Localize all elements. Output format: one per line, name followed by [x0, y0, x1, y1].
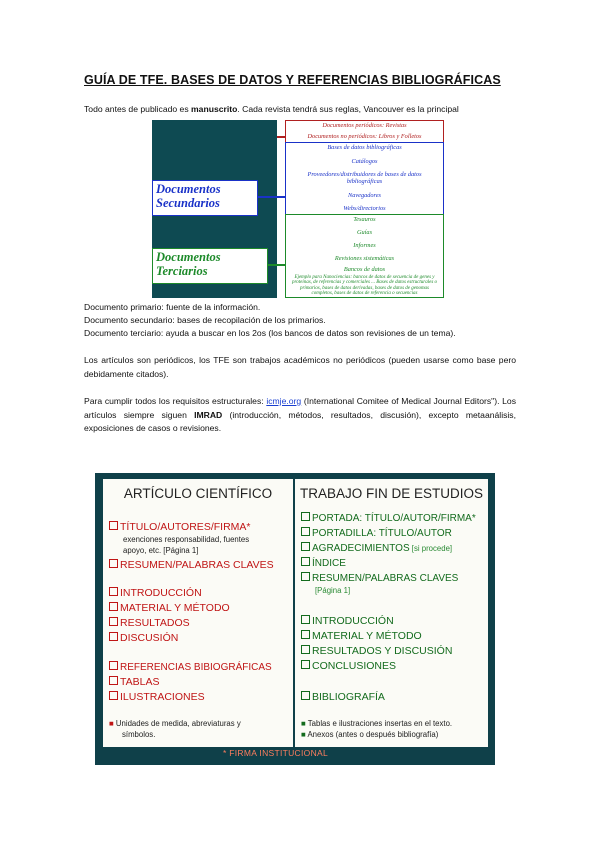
icmje-link[interactable]: icmje.org: [266, 396, 302, 406]
tertiary-label: Documentos Terciarios: [156, 250, 221, 278]
checkbox-icon: [109, 559, 118, 568]
definition-secondary: Documento secundario: bases de recopilación de los primarios.: [84, 315, 326, 325]
tfe-item: PORTADA: TÍTULO/AUTOR/FIRMA*: [301, 512, 476, 525]
tfe-item: MATERIAL Y MÉTODO: [301, 630, 422, 643]
tfe-column-title: TRABAJO FIN DE ESTUDIOS: [299, 486, 484, 501]
tertiary-item: Ejemplo para Nanociencias: bancos de datos de secuencia de genes y proteínas, de referencias y comerciales ... Bases de datos estructurales o primarios, bases de datos derivadas, bases de datos de genomas completos, bases de datos de referencia o secuencias: [291, 275, 438, 297]
checkbox-icon: [109, 691, 118, 700]
p2-text-b: (International Comitee of Medical Journal Editors"). Los artículos siempre siguen: [84, 396, 516, 420]
checkbox-icon: [301, 615, 310, 624]
article-note: apoyo, etc. [Página 1]: [123, 546, 199, 555]
tertiary-connector: [268, 264, 285, 266]
definition-primary: Documento primario: fuente de la información.: [84, 302, 261, 312]
tfe-item: INTRODUCCIÓN: [301, 615, 394, 628]
article-item: RESUMEN/PALABRAS CLAVES: [109, 559, 274, 572]
intro-text-a: Todo antes de publicado es: [84, 104, 192, 114]
tfe-item: CONCLUSIONES: [301, 660, 396, 673]
article-item: INTRODUCCIÓN: [109, 587, 202, 600]
checkbox-icon: [109, 661, 118, 670]
intro-line: [84, 103, 459, 116]
tertiary-box: [285, 214, 444, 298]
primary-box: [285, 120, 444, 144]
article-item: TÍTULO/AUTORES/FIRMA*: [109, 521, 251, 534]
primary-label-bg: [152, 120, 277, 156]
checkbox-icon: [109, 521, 118, 530]
firma-institucional-note: * FIRMA INSTITUCIONAL: [223, 748, 329, 758]
p2-text-c: (introducción, métodos, resultados, discusión), excepto metaanálisis, exposiciones de casos o revisiones.: [84, 409, 516, 433]
tfe-bullet: ■ Tablas e ilustraciones insertas en el texto.: [301, 719, 453, 728]
tertiary-item: Guías: [356, 229, 373, 236]
secondary-item: Bases de datos bibliográficas: [327, 144, 402, 151]
checkbox-icon: [109, 632, 118, 641]
checkbox-icon: [109, 602, 118, 611]
secondary-item: Webs/directorios: [343, 205, 386, 212]
tfe-bullet: ■ Anexos (antes o después bibliografía): [301, 730, 439, 739]
definition-tertiary: Documento terciario: ayuda a buscar en los 2os (los bancos de datos son revisiones de un tema).: [84, 328, 456, 338]
checkbox-icon: [301, 572, 310, 581]
checkbox-icon: [301, 691, 310, 700]
bullet-icon: ■: [301, 730, 306, 739]
tfe-item: BIBLIOGRAFÍA: [301, 691, 385, 704]
article-bullet-cont: símbolos.: [122, 730, 156, 739]
secondary-label: Documentos Secundarios: [156, 182, 221, 210]
tfe-item: RESUMEN/PALABRAS CLAVES: [301, 572, 458, 585]
checkbox-icon: [301, 660, 310, 669]
bullet-icon: ■: [109, 719, 114, 728]
checkbox-icon: [301, 542, 310, 551]
comparison-board: [95, 473, 495, 765]
bullet-icon: ■: [301, 719, 306, 728]
checkbox-icon: [301, 557, 310, 566]
article-item: REFERENCIAS BIBIOGRÁFICAS: [109, 661, 272, 674]
checkbox-icon: [301, 630, 310, 639]
tfe-item: AGRADECIMIENTOS [si procede]: [301, 542, 452, 555]
checkbox-icon: [109, 587, 118, 596]
primary-connector: [277, 136, 285, 138]
page-title: GUÍA DE TFE. BASES DE DATOS Y REFERENCIAS BIBLIOGRÁFICAS: [84, 73, 501, 87]
article-item: ILUSTRACIONES: [109, 691, 205, 704]
tfe-item: RESULTADOS Y DISCUSIÓN: [301, 645, 452, 658]
article-column-title: ARTÍCULO CIENTÍFICO: [123, 486, 273, 501]
paragraph-periodicos: Los artículos son periódicos, los TFE son trabajos académicos no periódicos (pueden usarse como base pero debidamente citados).: [84, 355, 516, 379]
intro-bold: manuscrito: [191, 104, 238, 114]
secondary-item: Navegadores: [348, 192, 381, 199]
article-item: TABLAS: [109, 676, 160, 689]
tertiary-item: Informes: [353, 242, 376, 249]
article-item: DISCUSIÓN: [109, 632, 178, 645]
checkbox-icon: [109, 617, 118, 626]
tfe-item: PORTADILLA: TÍTULO/AUTOR: [301, 527, 452, 540]
primary-item: Documentos periódicos: Revistas: [322, 122, 407, 129]
tertiary-item: Bancos de datos: [343, 266, 386, 273]
imrad-bold: IMRAD: [194, 409, 223, 420]
tertiary-item: Tesauros: [353, 216, 376, 223]
intro-text-b: . Cada revista tendrá sus reglas, Vancouver es la principal: [237, 104, 459, 114]
primary-item: Documentos no periódicos: Libros y Folletos: [307, 133, 422, 140]
checkbox-icon: [109, 676, 118, 685]
secondary-box: [285, 142, 444, 216]
paragraph-requisitos: [84, 395, 516, 436]
secondary-connector: [258, 196, 285, 198]
checkbox-icon: [301, 512, 310, 521]
tertiary-item: Revisiones sistemáticas: [334, 255, 395, 262]
article-bullet: ■ Unidades de medida, abreviaturas y: [109, 719, 241, 728]
secondary-item: Proveedores/distribuidores de bases de datos bibliográficas: [307, 171, 422, 185]
article-item: MATERIAL Y MÉTODO: [109, 602, 230, 615]
article-note: exenciones responsabilidad, fuentes: [123, 535, 250, 544]
document-types-diagram: [152, 120, 444, 298]
article-column: [103, 479, 293, 747]
checkbox-icon: [301, 527, 310, 536]
p2-text-a: Para cumplir todos los requisitos estructurales:: [84, 396, 267, 406]
tfe-column: [295, 479, 488, 747]
article-item: RESULTADOS: [109, 617, 190, 630]
tfe-note: [Página 1]: [315, 586, 351, 595]
secondary-item: Catálogos: [351, 158, 378, 165]
checkbox-icon: [301, 645, 310, 654]
tfe-item: ÍNDICE: [301, 557, 346, 570]
